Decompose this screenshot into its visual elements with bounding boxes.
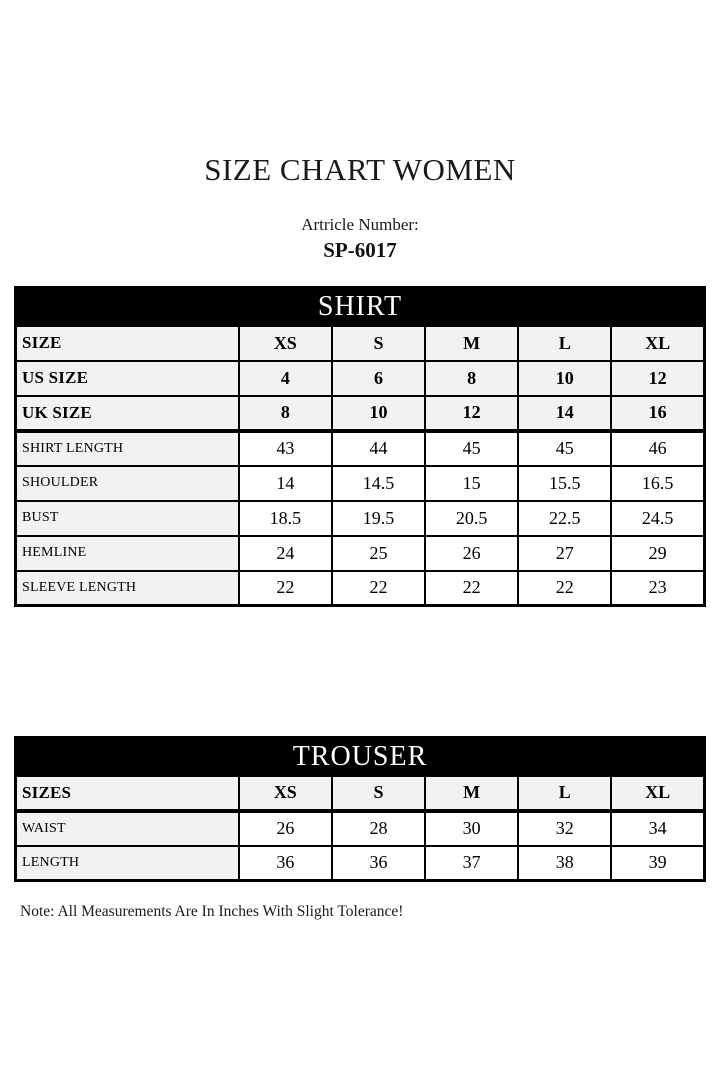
row-label: SLEEVE LENGTH <box>16 571 239 606</box>
cell: 20.5 <box>425 501 518 536</box>
cell: 6 <box>332 361 425 396</box>
article-number-value: SP-6017 <box>323 238 397 262</box>
table-row <box>16 431 705 466</box>
table-row <box>16 396 705 431</box>
table-row <box>16 326 705 361</box>
cell: 8 <box>425 361 518 396</box>
cell: 22 <box>518 571 611 606</box>
cell: 22.5 <box>518 501 611 536</box>
row-label: SHIRT LENGTH <box>16 431 239 466</box>
cell: 25 <box>332 536 425 571</box>
cell: 24 <box>239 536 332 571</box>
cell: XL <box>611 776 704 811</box>
cell: XS <box>239 776 332 811</box>
cell: XL <box>611 326 704 361</box>
cell: S <box>332 326 425 361</box>
cell: 4 <box>239 361 332 396</box>
table-row <box>16 361 705 396</box>
table-title-row <box>16 738 705 776</box>
shirt-size-table <box>14 286 706 607</box>
row-label: SIZE <box>16 326 239 361</box>
cell: 15 <box>425 466 518 501</box>
table-row <box>16 536 705 571</box>
cell: 14 <box>518 396 611 431</box>
cell: 45 <box>425 431 518 466</box>
cell: 19.5 <box>332 501 425 536</box>
cell: 30 <box>425 811 518 846</box>
cell: 27 <box>518 536 611 571</box>
cell: S <box>332 776 425 811</box>
row-label: SHOULDER <box>16 466 239 501</box>
cell: 16 <box>611 396 704 431</box>
row-label: UK SIZE <box>16 396 239 431</box>
table-title-row <box>16 288 705 326</box>
cell: 22 <box>332 571 425 606</box>
cell: 8 <box>239 396 332 431</box>
row-label: SIZES <box>16 776 239 811</box>
cell: 44 <box>332 431 425 466</box>
trouser-table-title: TROUSER <box>16 738 705 776</box>
cell: 24.5 <box>611 501 704 536</box>
cell: 36 <box>332 846 425 881</box>
cell: 14.5 <box>332 466 425 501</box>
row-label: US SIZE <box>16 361 239 396</box>
cell: 46 <box>611 431 704 466</box>
table-row <box>16 466 705 501</box>
cell: 43 <box>239 431 332 466</box>
cell: 15.5 <box>518 466 611 501</box>
cell: 22 <box>239 571 332 606</box>
cell: 22 <box>425 571 518 606</box>
cell: 18.5 <box>239 501 332 536</box>
cell: 26 <box>425 536 518 571</box>
table-row <box>16 501 705 536</box>
cell: 12 <box>611 361 704 396</box>
table-row <box>16 846 705 881</box>
row-label: BUST <box>16 501 239 536</box>
cell: 29 <box>611 536 704 571</box>
page-title: SIZE CHART WOMEN <box>204 152 516 187</box>
cell: 10 <box>332 396 425 431</box>
cell: 12 <box>425 396 518 431</box>
cell: 10 <box>518 361 611 396</box>
cell: L <box>518 326 611 361</box>
row-label: HEMLINE <box>16 536 239 571</box>
cell: 32 <box>518 811 611 846</box>
cell: 39 <box>611 846 704 881</box>
cell: 28 <box>332 811 425 846</box>
cell: 14 <box>239 466 332 501</box>
cell: 23 <box>611 571 704 606</box>
cell: L <box>518 776 611 811</box>
table-row <box>16 811 705 846</box>
cell: M <box>425 326 518 361</box>
table-row <box>16 776 705 811</box>
row-label: WAIST <box>16 811 239 846</box>
cell: 16.5 <box>611 466 704 501</box>
article-number-label: Artricle Number: <box>301 215 419 234</box>
trouser-size-table <box>14 736 706 882</box>
measurement-note: Note: All Measurements Are In Inches With Slight Tolerance! <box>20 903 404 920</box>
cell: 26 <box>239 811 332 846</box>
cell: 45 <box>518 431 611 466</box>
table-row <box>16 571 705 606</box>
cell: 38 <box>518 846 611 881</box>
cell: 36 <box>239 846 332 881</box>
cell: 34 <box>611 811 704 846</box>
row-label: LENGTH <box>16 846 239 881</box>
cell: 37 <box>425 846 518 881</box>
shirt-table-title: SHIRT <box>16 288 705 326</box>
cell: XS <box>239 326 332 361</box>
cell: M <box>425 776 518 811</box>
